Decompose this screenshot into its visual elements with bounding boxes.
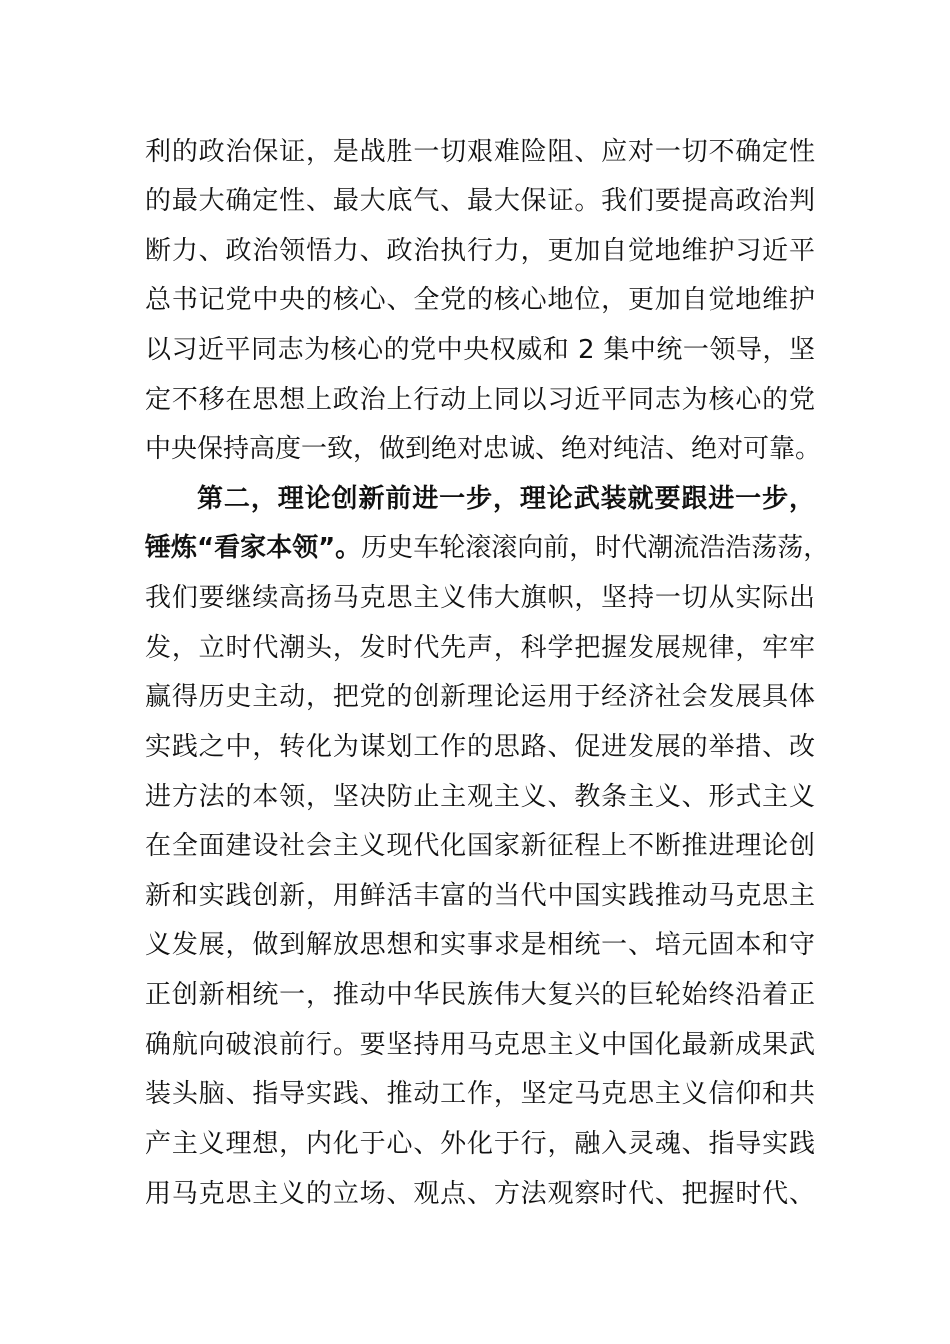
- text-line: 义发展，做到解放思想和实事求是相统一、培元固本和守: [145, 930, 815, 960]
- text-span: 历史车轮滚滚向前，时代潮流浩浩荡荡，: [361, 533, 830, 563]
- text-line: 实践之中，转化为谋划工作的思路、促进发展的举措、改: [145, 732, 815, 762]
- text-line: 正创新相统一，推动中华民族伟大复兴的巨轮始终沿着正: [145, 980, 815, 1010]
- text-line: 新和实践创新，用鲜活丰富的当代中国实践推动马克思主: [145, 881, 815, 911]
- text-line: 断力、政治领悟力、政治执行力，更加自觉地维护习近平: [145, 236, 815, 266]
- text-line: 的最大确定性、最大底气、最大保证。我们要提高政治判: [145, 186, 815, 216]
- text-line: 在全面建设社会主义现代化国家新征程上不断推进理论创: [145, 831, 815, 861]
- text-line: 产主义理想，内化于心、外化于行，融入灵魂、指导实践: [145, 1129, 815, 1159]
- text-line: 装头脑、指导实践、推动工作，坚定马克思主义信仰和共: [145, 1079, 815, 1109]
- text-line: 确航向破浪前行。要坚持用马克思主义中国化最新成果武: [145, 1030, 815, 1060]
- text-line: 以习近平同志为核心的党中央权威和 2 集中统一领导，坚: [145, 335, 815, 365]
- text-line: [145, 528, 830, 568]
- text-line: 用马克思主义的立场、观点、方法观察时代、把握时代、: [145, 1179, 815, 1209]
- text-line: 利的政治保证，是战胜一切艰难险阻、应对一切不确定性: [145, 137, 815, 167]
- text-line: 总书记党中央的核心、全党的核心地位，更加自觉地维护: [145, 285, 815, 315]
- text-line: 进方法的本领，坚决防止主观主义、教条主义、形式主义: [145, 782, 815, 812]
- section-heading: 第二，理论创新前进一步，理论武装就要跟进一步，: [197, 484, 815, 514]
- text-line: 我们要继续高扬马克思主义伟大旗帜，坚持一切从实际出: [145, 583, 815, 613]
- text-line: 赢得历史主动，把党的创新理论运用于经济社会发展具体: [145, 682, 815, 712]
- text-line: 定不移在思想上政治上行动上同以习近平同志为核心的党: [145, 385, 815, 415]
- section-heading-continued: 锤炼“看家本领”。: [145, 533, 362, 563]
- text-line: 中央保持高度一致，做到绝对忠诚、绝对纯洁、绝对可靠。: [145, 434, 822, 464]
- text-line: 发，立时代潮头，发时代先声，科学把握发展规律，牢牢: [145, 633, 815, 663]
